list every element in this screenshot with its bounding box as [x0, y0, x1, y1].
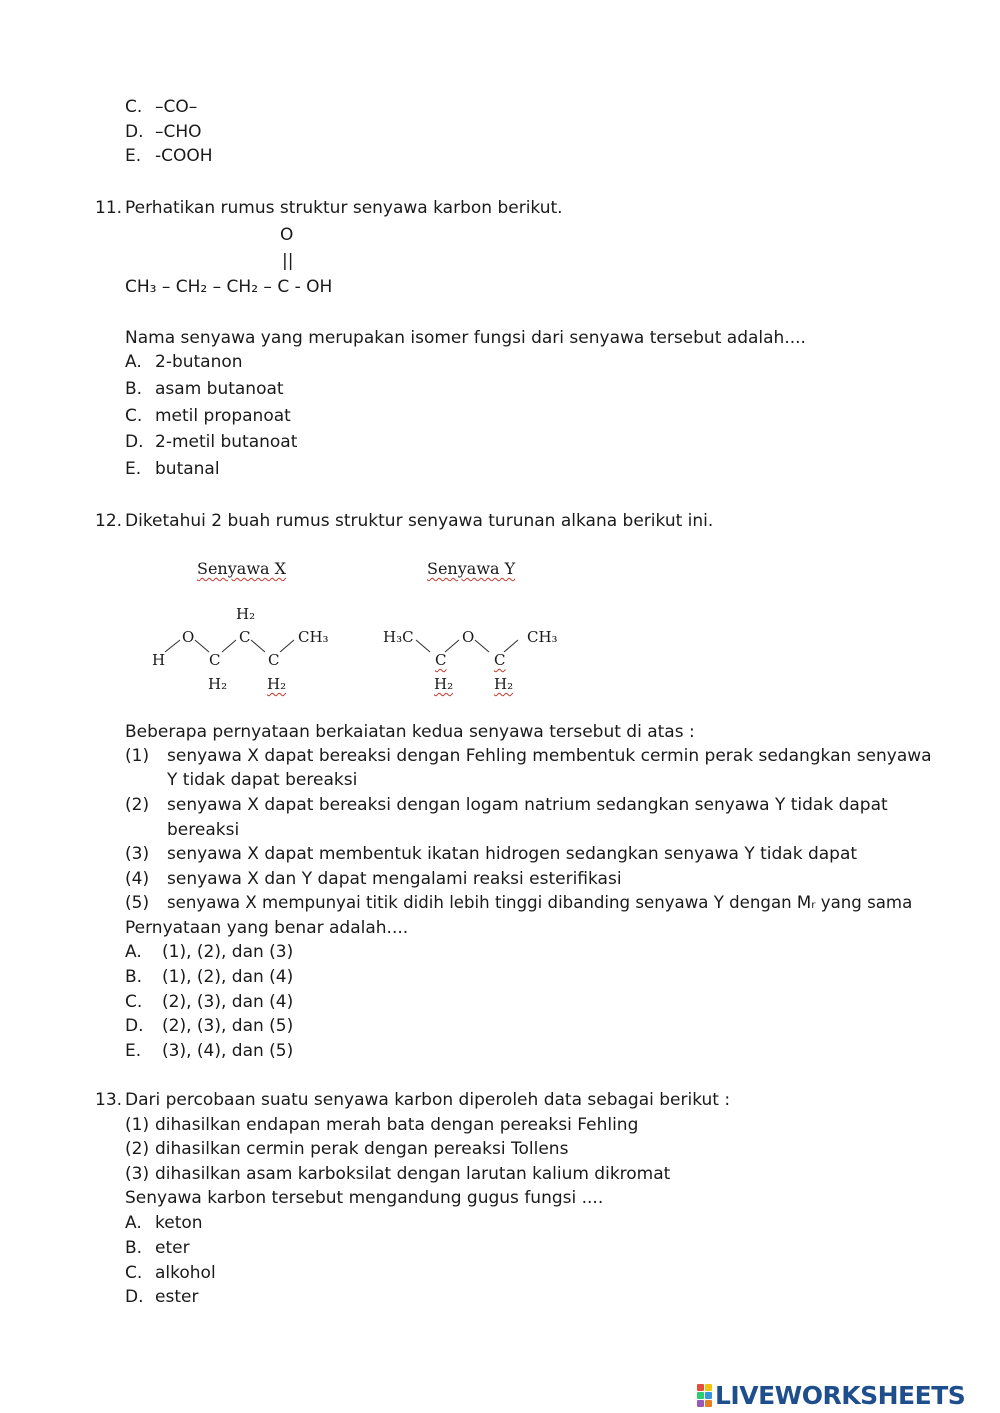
atom-c: C — [209, 651, 221, 669]
atom-h2: H₂ — [208, 675, 228, 693]
statement-text: dihasilkan endapan merah bata dengan pereaksi Fehling — [155, 1115, 639, 1135]
atom-c: C — [435, 651, 447, 669]
option-letter: C. — [125, 1263, 143, 1283]
option-letter: C. — [125, 406, 143, 426]
option-letter: A. — [125, 942, 142, 962]
question-number: 13. — [95, 1090, 123, 1110]
option-text: (3), (4), dan (5) — [162, 1041, 294, 1061]
question-number: 12. — [95, 511, 123, 531]
option-text: (1), (2), dan (3) — [162, 942, 294, 962]
statement-text: senyawa X dapat bereaksi dengan Fehling membentuk cermin perak sedangkan senyawa — [167, 746, 932, 766]
statement-text: senyawa X dapat bereaksi dengan logam natrium sedangkan senyawa Y tidak dapat — [167, 795, 888, 815]
question-stem: Dari percobaan suatu senyawa karbon diperoleh data sebagai berikut : — [125, 1090, 731, 1110]
liveworksheets-logo-icon — [697, 1384, 712, 1407]
option-text: (2), (3), dan (5) — [162, 1016, 294, 1036]
atom-h2: H₂ — [236, 605, 256, 623]
option-letter: D. — [125, 1287, 144, 1307]
structural-formula: CH₃ – CH₂ – CH₂ – C - OH — [125, 277, 333, 297]
atom-h2: H₂ — [267, 675, 287, 693]
option-text: eter — [155, 1238, 190, 1258]
question-stem: Diketahui 2 buah rumus struktur senyawa turunan alkana berikut ini. — [125, 511, 714, 531]
atom-h2: H₂ — [434, 675, 454, 693]
option-letter: A. — [125, 1213, 142, 1233]
compound-y-label: Senyawa Y — [427, 559, 516, 578]
option-text: -COOH — [155, 146, 213, 166]
atom-ch3: CH₃ — [298, 628, 329, 646]
option-text: –CO– — [155, 97, 198, 117]
atom-ch3: CH₃ — [527, 628, 558, 646]
atom-h2: H₂ — [494, 675, 514, 693]
option-letter: D. — [125, 1016, 144, 1036]
option-text: ester — [155, 1287, 199, 1307]
atom-h3c: H₃C — [383, 628, 414, 646]
option-letter: E. — [125, 459, 142, 479]
option-text: alkohol — [155, 1263, 216, 1283]
atom-o: O — [182, 628, 195, 646]
statement-text-cont: bereaksi — [167, 820, 240, 840]
option-letter: E. — [125, 1041, 142, 1061]
liveworksheets-watermark — [697, 1380, 965, 1410]
option-letter: A. — [125, 352, 142, 372]
statement-number: (4) — [125, 869, 150, 889]
compound-x-label: Senyawa X — [197, 559, 287, 578]
atom-c: C — [268, 651, 280, 669]
option-letter: E. — [125, 146, 142, 166]
statement-number: (1) — [125, 1115, 150, 1135]
statement-text: dihasilkan cermin perak dengan pereaksi Tollens — [155, 1139, 569, 1159]
question-prompt: Pernyataan yang benar adalah.... — [125, 918, 409, 938]
option-letter: B. — [125, 967, 143, 987]
statement-number: (3) — [125, 844, 150, 864]
question-stem: Perhatikan rumus struktur senyawa karbon berikut. — [125, 198, 563, 218]
statement-text: senyawa X mempunyai titik didih lebih tinggi dibanding senyawa Y dengan Mᵣ yang sama — [167, 893, 913, 912]
option-text: asam butanoat — [155, 379, 284, 399]
statement-number: (2) — [125, 795, 150, 815]
question-prompt: Nama senyawa yang merupakan isomer fungsi dari senyawa tersebut adalah.... — [125, 328, 806, 348]
statement-text-cont: Y tidak dapat bereaksi — [167, 770, 358, 790]
option-text: 2-butanon — [155, 352, 243, 372]
option-text: keton — [155, 1213, 203, 1233]
statement-number: (1) — [125, 746, 150, 766]
option-text: butanal — [155, 459, 220, 479]
statement-number: (5) — [125, 893, 150, 913]
statement-text: senyawa X dapat membentuk ikatan hidrogen sedangkan senyawa Y tidak dapat — [167, 844, 858, 864]
option-text: –CHO — [155, 122, 202, 142]
atom-c: C — [494, 651, 506, 669]
question-number: 11. — [95, 198, 123, 218]
watermark-text: LIVEWORKSHEETS — [715, 1380, 966, 1410]
statement-text: dihasilkan asam karboksilat dengan larutan kalium dikromat — [155, 1164, 671, 1184]
option-text: (2), (3), dan (4) — [162, 992, 294, 1012]
atom-o: O — [462, 628, 475, 646]
option-letter: D. — [125, 122, 144, 142]
question-prompt: Senyawa karbon tersebut mengandung gugus fungsi .... — [125, 1188, 604, 1208]
atom-c: C — [239, 628, 251, 646]
statement-text: senyawa X dan Y dapat mengalami reaksi esterifikasi — [167, 869, 622, 889]
option-text: (1), (2), dan (4) — [162, 967, 294, 987]
statement-number: (2) — [125, 1139, 150, 1159]
statement-number: (3) — [125, 1164, 150, 1184]
formula-double-bond: || — [282, 251, 294, 271]
formula-carbonyl-oxygen: O — [280, 225, 294, 245]
option-letter: B. — [125, 1238, 143, 1258]
option-letter: D. — [125, 432, 144, 452]
option-letter: C. — [125, 97, 143, 117]
option-text: 2-metil butanoat — [155, 432, 298, 452]
atom-h: H — [152, 651, 166, 669]
statements-intro: Beberapa pernyataan berkaiatan kedua senyawa tersebut di atas : — [125, 722, 695, 742]
option-letter: B. — [125, 379, 143, 399]
option-letter: C. — [125, 992, 143, 1012]
option-text: metil propanoat — [155, 406, 291, 426]
